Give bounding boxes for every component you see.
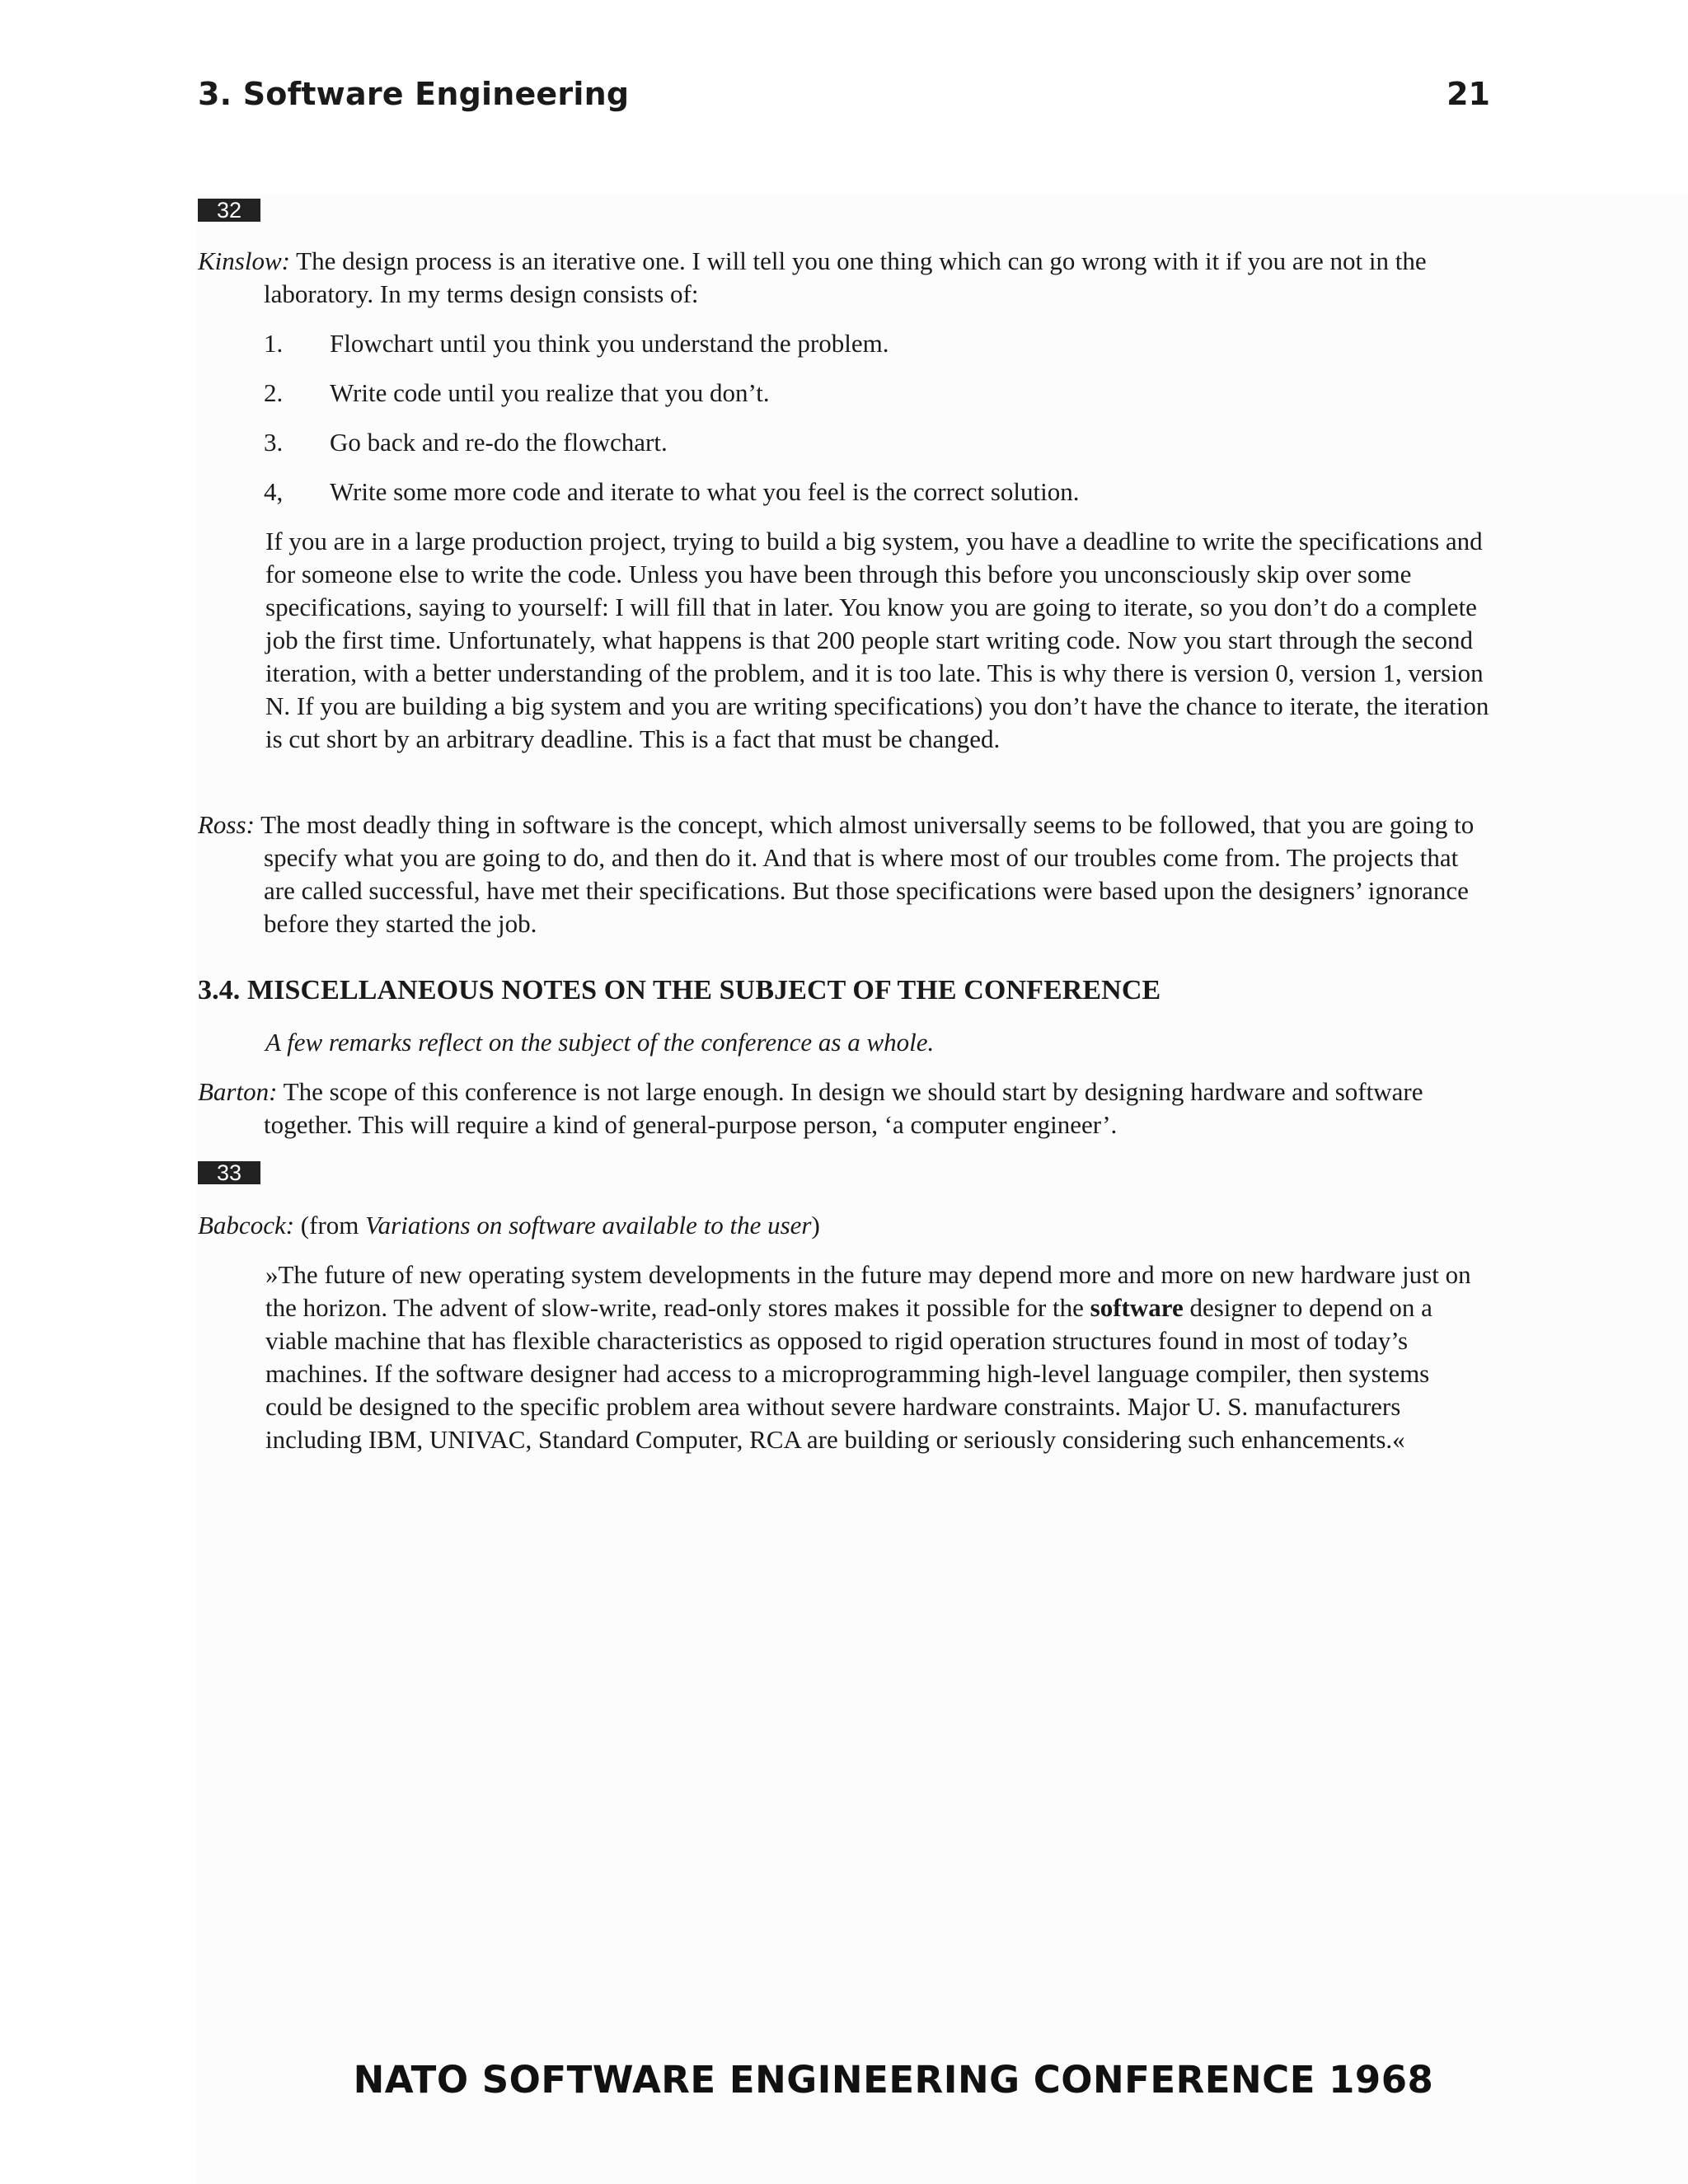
quote-bold-word: software (1090, 1293, 1184, 1322)
list-item (264, 476, 1080, 509)
paragraph-text: The design process is an iterative one. I will tell you one thing which can go wrong with it if you are not in the laboratory. In my terms design consists of: (264, 246, 1427, 308)
speaker-name: Kinslow: (198, 246, 290, 275)
section-intro (198, 1026, 1492, 1059)
source-suffix: ) (811, 1211, 820, 1240)
footer-title: NATO SOFTWARE ENGINEERING CONFERENCE 1968 (353, 2058, 1434, 2102)
source-prefix: (from (294, 1211, 366, 1240)
speaker-name: Barton: (198, 1077, 278, 1106)
quote-text: »The future of new operating system developments in the future may depend more and more on new hardware just on the horizon. The advent of slow-write, read-only stores makes it possible for the (265, 1260, 1471, 1322)
section-heading: 3.4. MISCELLANEOUS NOTES ON THE SUBJECT OF THE CONFERENCE (198, 975, 1161, 1005)
list-text: Write code until you realize that you don’t. (330, 378, 770, 407)
list-number: 2. (264, 378, 284, 407)
ross-paragraph (198, 808, 1492, 940)
list-item (264, 327, 889, 360)
barton-paragraph (198, 1076, 1492, 1141)
kinslow-continuation (198, 525, 1492, 756)
list-item (264, 377, 770, 410)
list-text: Go back and re-do the flowchart. (330, 428, 668, 457)
babcock-intro (198, 1209, 1492, 1242)
speaker-name: Babcock: (198, 1211, 295, 1240)
source-title: Variations on software available to the user (365, 1211, 812, 1240)
babcock-quote (198, 1258, 1492, 1456)
list-number: 3. (264, 428, 284, 457)
speaker-name: Ross: (198, 810, 255, 839)
list-number: 1. (264, 329, 284, 358)
paragraph-text: If you are in a large production project, trying to build a big system, you have a deadline to write the specifications and for someone else to write the code. Unless you have been through this before you unconsciously skip over some specifications, saying to yourself: I will fill that in later. You know you are going to iterate, so you don’t do a complete job the first time. Unfortunately, what happens is that 200 people start writing code. Now you start through the second iteration, with a better understanding of the problem, and it is too late. This is why there is version 0, version 1, version N. If you are building a big system and you are writing specifications) you don’t have the chance to iterate, the iteration is cut short by an arbitrary deadline. This is a fact that must be changed. (265, 527, 1489, 753)
list-text: Write some more code and iterate to what you feel is the correct solution. (330, 477, 1080, 506)
quote-text: designer to depend on a viable machine that has flexible characteristics as opposed to rigid operation structures found in most of today’s machines. If the software designer had access to a microprogramming high-level language compiler, then systems could be designed to the specific problem area without severe hardware constraints. Major U. S. manufacturers including IBM, UNIVAC, Standard Computer, RCA are building or seriously considering such enhancements.« (265, 1293, 1432, 1454)
paragraph-text: The most deadly thing in software is the concept, which almost universally seems to be followed, that you are going to specify what you are going to do, and then do it. And that is where most of our troubles come from. The projects that are called successful, have met their specifications. But those specifications were based upon the designers’ ignorance before they started the job. (254, 810, 1475, 938)
margin-page-badge: 33 (198, 1161, 260, 1184)
margin-page-badge: 32 (198, 199, 260, 222)
list-number: 4, (264, 477, 284, 506)
chapter-title: 3. Software Engineering (198, 76, 630, 112)
list-text: Flowchart until you think you understand the problem. (330, 329, 889, 358)
section-intro-text: A few remarks reflect on the subject of the conference as a whole. (265, 1028, 935, 1057)
paragraph-text: The scope of this conference is not large enough. In design we should start by designing hardware and software together. This will require a kind of general-purpose person, ‘a computer engineer’. (264, 1077, 1423, 1139)
kinslow-paragraph (198, 245, 1492, 311)
page-number: 21 (1447, 76, 1490, 112)
list-item (264, 426, 668, 459)
